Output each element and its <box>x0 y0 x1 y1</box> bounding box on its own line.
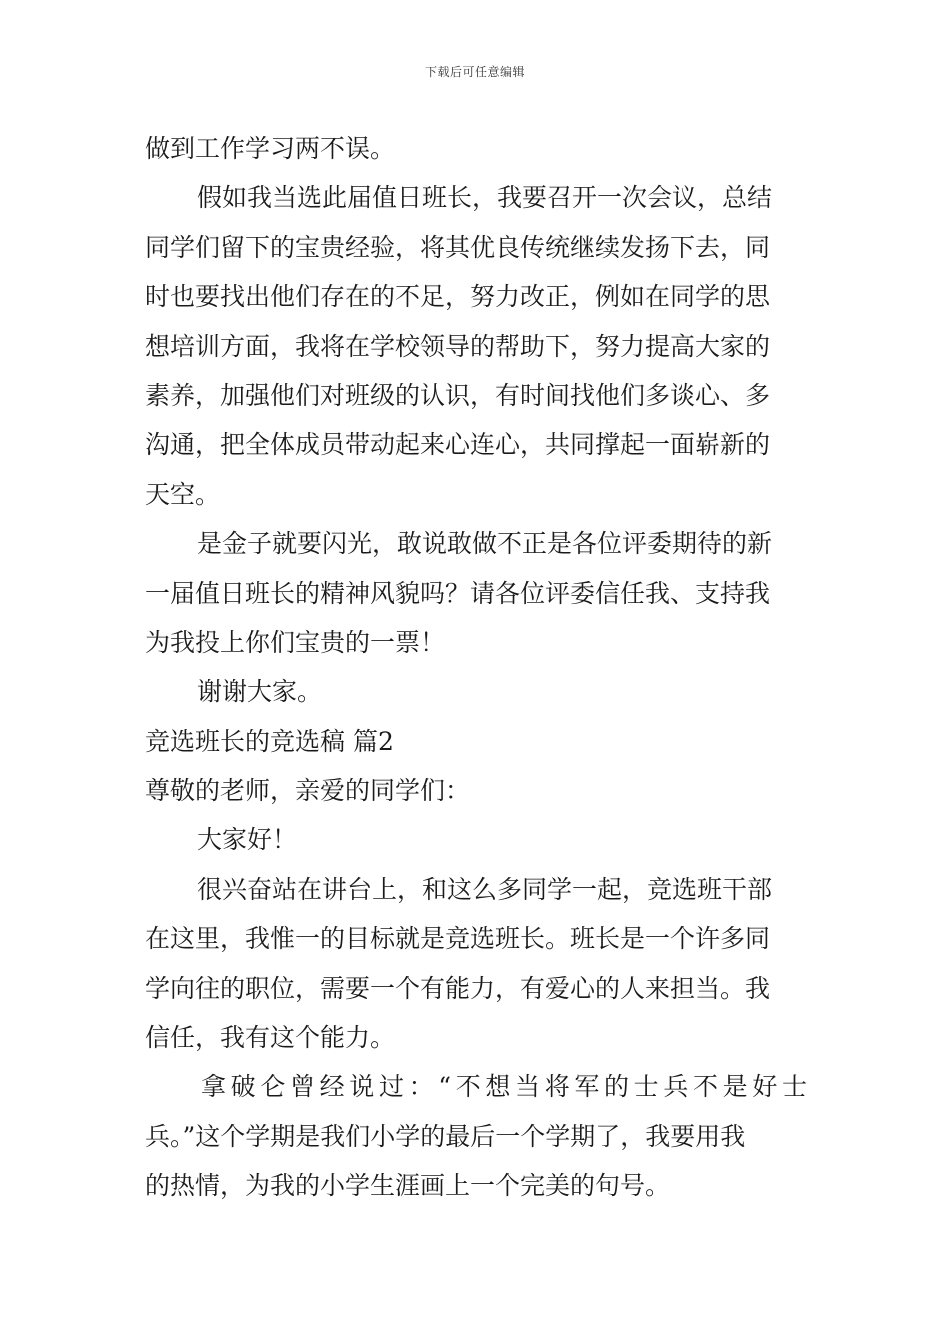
text-line: 为我投上你们宝贵的一票！ <box>145 627 446 657</box>
text-line: 一届值日班长的精神风貌吗？请各位评委信任我、支持我 <box>145 578 771 608</box>
text-line: 的热情，为我的小学生涯画上一个完美的句号。 <box>145 1171 671 1201</box>
text-line: 在这里，我惟一的目标就是竞选班长。班长是一个许多同 <box>145 924 771 954</box>
paragraph-start-quote: 拿破仑曾经说过：“不想当将军的士兵不是好士 <box>201 1072 807 1102</box>
section-title: 竞选班长的竞选稿 篇2 <box>145 726 394 756</box>
salutation: 尊敬的老师，亲爱的同学们： <box>145 776 471 806</box>
paragraph-start: 是金子就要闪光，敢说敢做不正是各位评委期待的新 <box>197 529 773 559</box>
text-line: 信任，我有这个能力。 <box>145 1023 396 1053</box>
paragraph-start: 很兴奋站在讲台上，和这么多同学一起，竞选班干部 <box>197 874 773 904</box>
text-line: 同学们留下的宝贵经验，将其优良传统继续发扬下去，同 <box>145 232 771 262</box>
text-line: 天空。 <box>145 479 221 509</box>
text-line: 学向往的职位，需要一个有能力，有爱心的人来担当。我 <box>145 973 771 1003</box>
greeting: 大家好！ <box>197 825 298 855</box>
text-line: 时也要找出他们存在的不足，努力改正，例如在同学的思 <box>145 282 771 312</box>
text-line: 做到工作学习两不误。 <box>145 134 396 163</box>
text-line: 兵。”这个学期是我们小学的最后一个学期了，我要用我 <box>145 1121 746 1151</box>
closing-thanks: 谢谢大家。 <box>197 677 323 707</box>
paragraph-start: 假如我当选此届值日班长，我要召开一次会议，总结 <box>197 183 773 213</box>
page-header: 下载后可任意编辑 <box>424 65 525 79</box>
document-body <box>145 124 807 1211</box>
text-line: 沟通，把全体成员带动起来心连心，共同撑起一面崭新的 <box>145 430 771 460</box>
text-line: 素养，加强他们对班级的认识，有时间找他们多谈心、多 <box>145 380 771 410</box>
text-line: 想培训方面，我将在学校领导的帮助下，努力提高大家的 <box>145 331 771 361</box>
